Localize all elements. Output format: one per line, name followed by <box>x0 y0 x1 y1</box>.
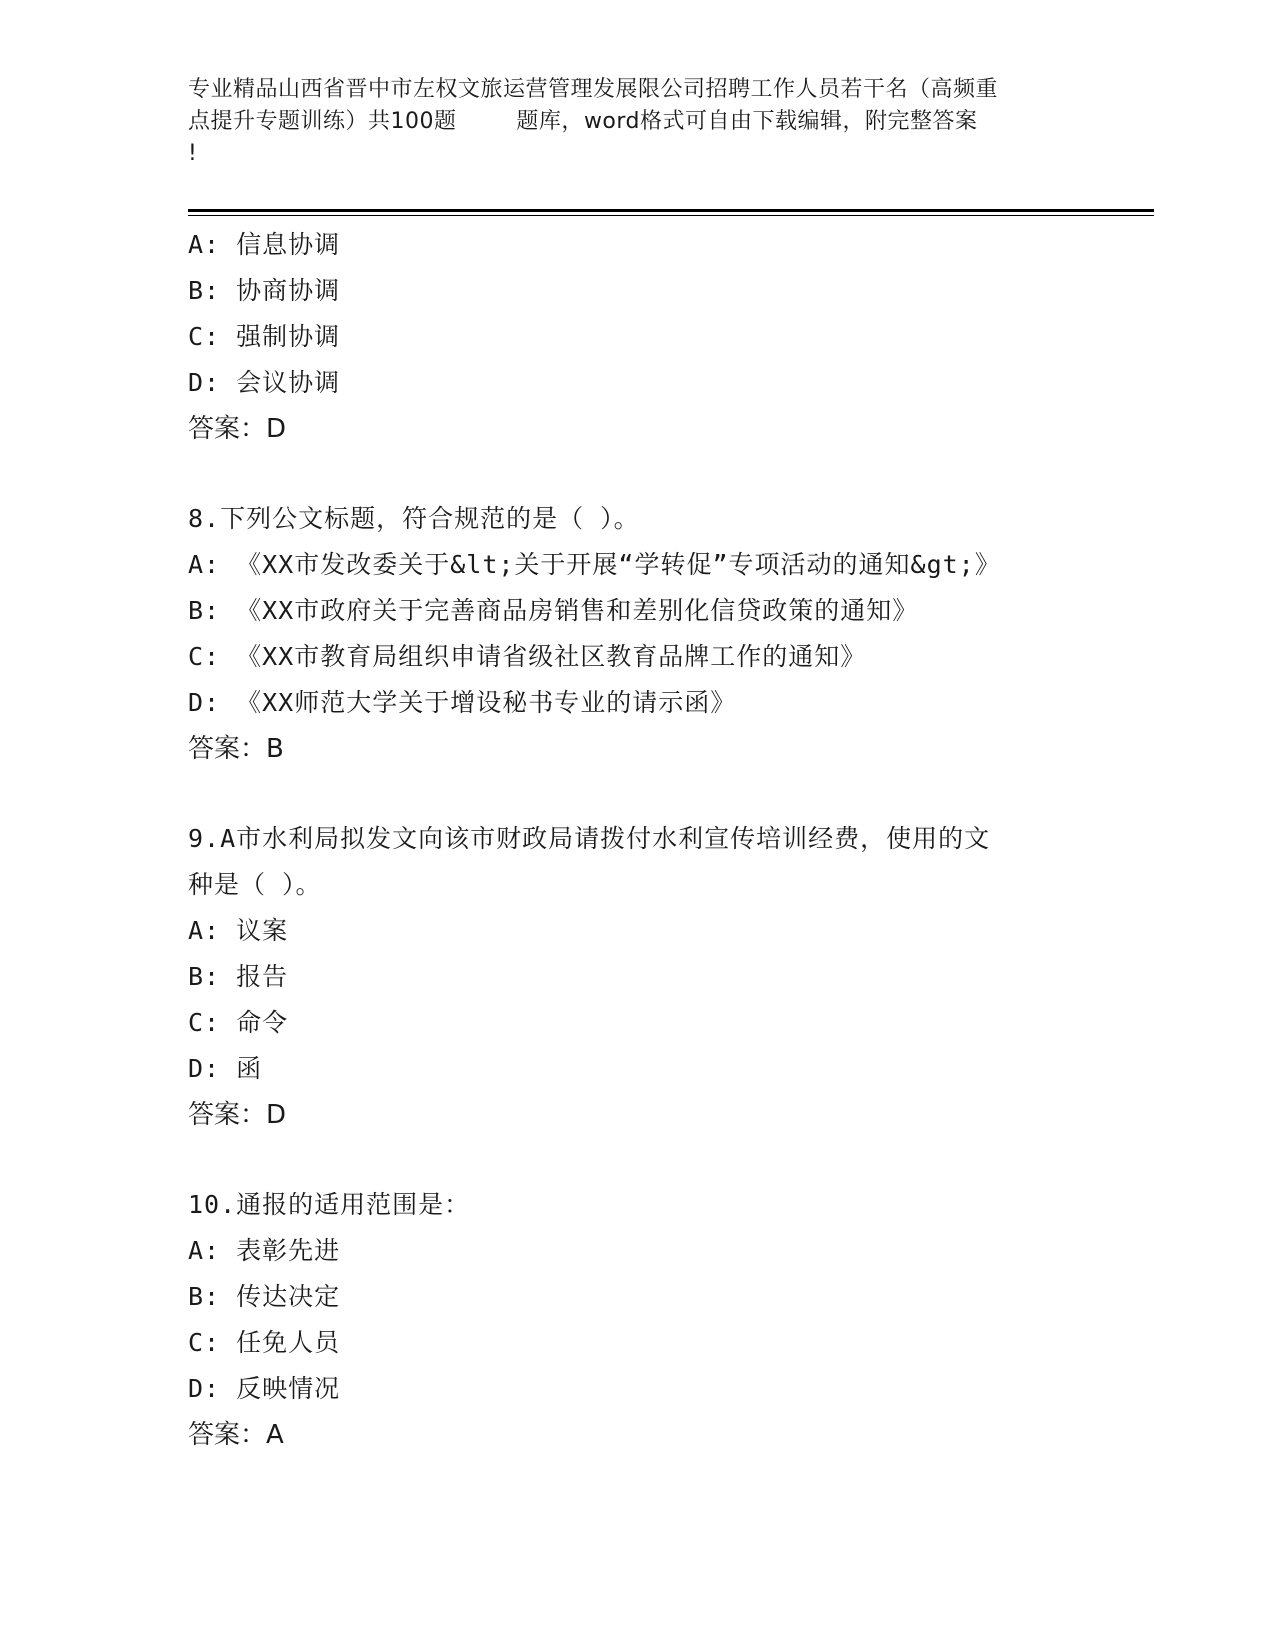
option-c: C: 《XX市教育局组织申请省级社区教育品牌工作的通知》 <box>188 642 867 671</box>
option-a: A: 议案 <box>188 916 289 945</box>
question-stem: 8.下列公文标题，符合规范的是（ ）。 <box>188 504 640 533</box>
question-10 <box>188 1182 1128 1458</box>
option-b: B: 协商协调 <box>188 276 341 305</box>
option-b: B: 《XX市政府关于完善商品房销售和差别化信贷政策的通知》 <box>188 596 919 625</box>
header-line-1: 专业精品山西省晋中市左权文旅运营管理发展限公司招聘工作人员若干名（高频重 <box>188 77 999 102</box>
option-d: D: 会议协调 <box>188 368 341 397</box>
option-a: A: 信息协调 <box>188 230 341 259</box>
header-line-2: 点提升专题训练）共100题 题库，word格式可自由下载编辑，附完整答案 <box>188 109 978 134</box>
header-line-3: ! <box>188 141 198 166</box>
option-d: D: 函 <box>188 1054 263 1083</box>
question-list <box>188 222 1128 1458</box>
answer-line: 答案：A <box>188 1420 284 1450</box>
option-c: C: 命令 <box>188 1008 289 1037</box>
document-header <box>188 74 1088 170</box>
question-stem: 10.通报的适用范围是： <box>188 1190 471 1219</box>
question-stem-line-1: 9.A市水利局拟发文向该市财政局请拨付水利宣传培训经费，使用的文 <box>188 824 991 853</box>
option-b: B: 传达决定 <box>188 1282 341 1311</box>
option-a: A: 表彰先进 <box>188 1236 341 1265</box>
option-d: D: 反映情况 <box>188 1374 341 1403</box>
answer-line: 答案：D <box>188 414 287 444</box>
question-stem-line-2: 种是（ ）。 <box>188 870 322 899</box>
answer-line: 答案：D <box>188 1100 287 1130</box>
question-9 <box>188 816 1128 1138</box>
question-8 <box>188 496 1128 772</box>
header-divider-thin <box>188 215 1154 216</box>
option-a: A: 《XX市发改委关于&lt;关于开展“学转促”专项活动的通知&gt;》 <box>188 550 1001 579</box>
option-b: B: 报告 <box>188 962 289 991</box>
option-c: C: 强制协调 <box>188 322 341 351</box>
answer-line: 答案：B <box>188 734 284 764</box>
option-d: D: 《XX师范大学关于增设秘书专业的请示函》 <box>188 688 737 717</box>
question-7 <box>188 222 1128 452</box>
option-c: C: 任免人员 <box>188 1328 341 1357</box>
header-divider-thick <box>188 209 1154 212</box>
